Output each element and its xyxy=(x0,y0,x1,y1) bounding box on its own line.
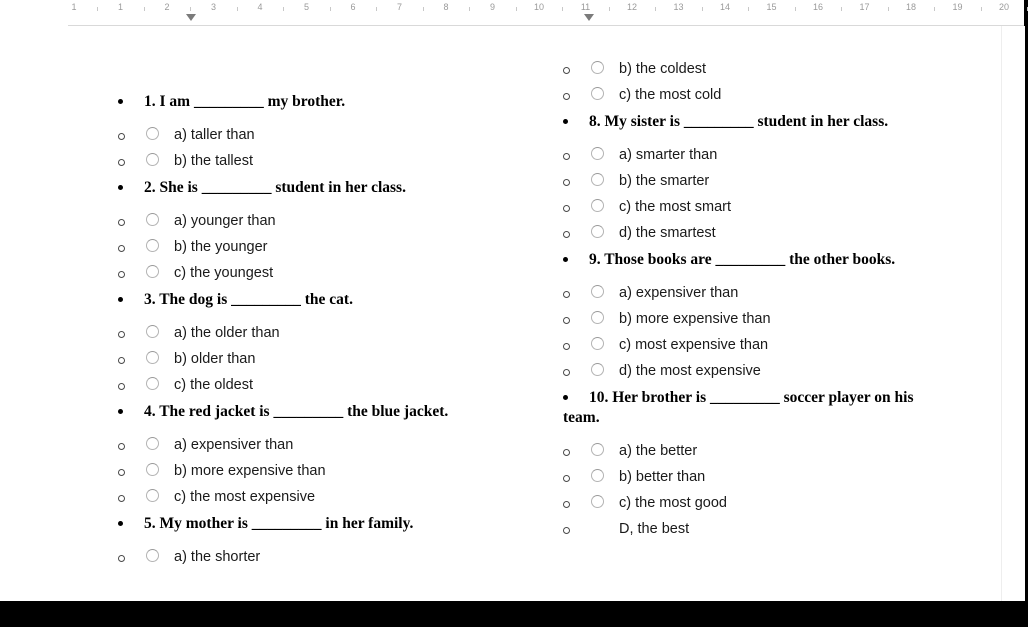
answer-option-label: a) younger than xyxy=(174,213,276,229)
bottom-letterbox xyxy=(0,601,1024,627)
ruler-number: 12 xyxy=(626,2,638,12)
block-spacer xyxy=(88,534,518,544)
radio-button-icon[interactable] xyxy=(146,549,159,562)
answer-option[interactable] xyxy=(88,432,518,458)
ruler-tick xyxy=(330,7,331,11)
answer-option[interactable] xyxy=(88,544,518,570)
ruler-number: 4 xyxy=(257,2,263,12)
answer-option-label: b) more expensive than xyxy=(619,311,771,327)
block-spacer xyxy=(533,132,973,142)
answer-option-label: b) more expensive than xyxy=(174,463,326,479)
question-text: 2. She is _________ student in her class. xyxy=(144,179,406,196)
radio-button-icon[interactable] xyxy=(591,469,604,482)
list-bullet-hollow-icon xyxy=(563,93,570,100)
block-spacer xyxy=(88,422,518,432)
radio-button-icon[interactable] xyxy=(591,61,604,74)
radio-button-icon[interactable] xyxy=(146,351,159,364)
ruler-number: 5 xyxy=(303,2,310,12)
radio-button-icon[interactable] xyxy=(591,225,604,238)
radio-button-icon[interactable] xyxy=(146,239,159,252)
answer-option[interactable] xyxy=(88,260,518,286)
ruler-number: 13 xyxy=(673,2,684,12)
list-bullet-hollow-icon xyxy=(118,331,125,338)
list-bullet-icon xyxy=(118,99,123,104)
answer-option[interactable] xyxy=(533,194,973,220)
list-bullet-hollow-icon xyxy=(563,317,570,324)
ruler-number: 2 xyxy=(164,2,170,12)
radio-button-icon[interactable] xyxy=(591,147,604,160)
ruler-tick xyxy=(516,7,517,11)
answer-option[interactable] xyxy=(88,122,518,148)
ruler-tick xyxy=(283,7,284,11)
ruler-tick xyxy=(144,7,145,11)
question-text-continued: team. xyxy=(563,409,600,426)
question-line xyxy=(533,250,973,270)
radio-button-icon[interactable] xyxy=(591,199,604,212)
list-bullet-hollow-icon xyxy=(118,245,125,252)
list-bullet-hollow-icon xyxy=(563,501,570,508)
answer-option-label: c) the most expensive xyxy=(174,489,316,505)
answer-option-label: a) taller than xyxy=(174,127,255,143)
answer-option[interactable] xyxy=(88,320,518,346)
block-spacer xyxy=(533,270,973,280)
ruler-tick xyxy=(562,7,563,11)
list-bullet-hollow-icon xyxy=(118,495,125,502)
ruler-number: 6 xyxy=(350,2,356,12)
list-bullet-hollow-icon xyxy=(563,449,570,456)
ruler-tick xyxy=(888,7,889,11)
answer-option[interactable] xyxy=(88,372,518,398)
question-line xyxy=(88,92,518,112)
ruler-number: 9 xyxy=(489,2,496,12)
list-bullet-hollow-icon xyxy=(563,179,570,186)
radio-button-icon[interactable] xyxy=(591,87,604,100)
answer-option[interactable] xyxy=(88,484,518,510)
document-ruler[interactable] xyxy=(0,0,1024,26)
ruler-tick xyxy=(190,7,191,11)
page-right-gutter xyxy=(1001,26,1025,601)
answer-option[interactable] xyxy=(88,234,518,260)
list-bullet-icon xyxy=(563,257,568,262)
answer-option-label: c) the oldest xyxy=(174,377,253,393)
list-bullet-icon xyxy=(563,119,568,124)
radio-button-icon[interactable] xyxy=(146,265,159,278)
list-bullet-hollow-icon xyxy=(563,153,570,160)
answer-option[interactable] xyxy=(88,346,518,372)
right-column xyxy=(533,26,973,542)
answer-option[interactable] xyxy=(88,458,518,484)
answer-option[interactable] xyxy=(533,464,973,490)
list-bullet-hollow-icon xyxy=(563,291,570,298)
question-text: 1. I am _________ my brother. xyxy=(144,93,346,110)
list-bullet-icon xyxy=(563,395,568,400)
answer-option-label: a) the shorter xyxy=(174,549,261,565)
list-bullet-hollow-icon xyxy=(118,219,125,226)
answer-option[interactable] xyxy=(88,148,518,174)
answer-option-label: b) the coldest xyxy=(619,61,707,77)
ruler-number: 10 xyxy=(533,2,545,12)
radio-button-icon[interactable] xyxy=(146,377,159,390)
answer-option-label: c) the most smart xyxy=(619,199,731,215)
answer-option-label: c) the youngest xyxy=(174,265,274,281)
list-bullet-hollow-icon xyxy=(118,159,125,166)
ruler-number: 16 xyxy=(812,2,824,12)
radio-button-icon[interactable] xyxy=(591,311,604,324)
question-line xyxy=(88,290,518,310)
question-line xyxy=(88,514,518,534)
ruler-number: 1 xyxy=(117,2,124,12)
answer-option[interactable] xyxy=(533,358,973,384)
question-line xyxy=(88,178,518,198)
answer-option[interactable] xyxy=(533,280,973,306)
answer-option[interactable] xyxy=(533,306,973,332)
list-bullet-hollow-icon xyxy=(563,67,570,74)
answer-option-label: D, the best xyxy=(619,521,690,537)
answer-option-label: b) the younger xyxy=(174,239,268,255)
question-text: 8. My sister is _________ student in her class. xyxy=(589,113,889,130)
ruler-number: 11 xyxy=(580,2,591,12)
ruler-number: 20 xyxy=(998,2,1010,12)
ruler-number: 1 xyxy=(71,2,77,12)
radio-button-icon[interactable] xyxy=(591,443,604,456)
list-bullet-hollow-icon xyxy=(563,205,570,212)
question-text: 3. The dog is _________ the cat. xyxy=(144,291,353,308)
block-spacer xyxy=(88,198,518,208)
answer-option-label: a) the better xyxy=(619,443,698,459)
list-bullet-icon xyxy=(118,409,123,414)
radio-button-icon[interactable] xyxy=(146,213,159,226)
ruler-ticks xyxy=(68,2,1024,18)
clipped-option-row xyxy=(88,544,518,565)
question-text: 5. My mother is _________ in her family. xyxy=(144,515,414,532)
answer-option[interactable] xyxy=(533,438,973,464)
ruler-number: 18 xyxy=(905,2,917,12)
radio-button-icon[interactable] xyxy=(146,153,159,166)
list-bullet-icon xyxy=(118,521,123,526)
answer-option[interactable] xyxy=(533,332,973,358)
answer-option[interactable] xyxy=(533,82,973,108)
answer-option[interactable] xyxy=(533,142,973,168)
question-line xyxy=(533,112,973,132)
answer-option-label: c) the most cold xyxy=(619,87,722,103)
answer-option[interactable] xyxy=(533,56,973,82)
ruler-number: 14 xyxy=(719,2,731,12)
answer-option-label: a) the older than xyxy=(174,325,280,341)
radio-button-icon[interactable] xyxy=(146,463,159,476)
answer-option-label: c) the most good xyxy=(619,495,727,511)
list-bullet-hollow-icon xyxy=(563,369,570,376)
answer-option-label: d) the most expensive xyxy=(619,363,761,379)
answer-option-label: b) older than xyxy=(174,351,256,367)
answer-option[interactable] xyxy=(88,208,518,234)
question-text: 4. The red jacket is _________ the blue jacket. xyxy=(144,403,449,420)
radio-button-icon[interactable] xyxy=(591,495,604,508)
ruler-tick xyxy=(423,7,424,11)
list-bullet-hollow-icon xyxy=(118,443,125,450)
list-bullet-hollow-icon xyxy=(118,555,125,562)
ruler-number: 15 xyxy=(766,2,777,12)
answer-option[interactable] xyxy=(533,490,973,516)
block-spacer xyxy=(88,310,518,320)
radio-button-icon[interactable] xyxy=(591,285,604,298)
radio-button-icon[interactable] xyxy=(591,337,604,350)
ruler-tick xyxy=(702,7,703,11)
left-indent-marker-icon[interactable] xyxy=(186,14,196,21)
list-bullet-hollow-icon xyxy=(563,527,570,534)
ruler-tick xyxy=(934,7,935,11)
radio-button-icon[interactable] xyxy=(146,437,159,450)
ruler-track[interactable] xyxy=(68,0,1024,26)
ruler-tick xyxy=(97,7,98,11)
ruler-tick xyxy=(376,7,377,11)
list-bullet-hollow-icon xyxy=(563,475,570,482)
list-bullet-hollow-icon xyxy=(118,357,125,364)
ruler-tick xyxy=(469,7,470,11)
ruler-tick xyxy=(237,7,238,11)
answer-option-label: d) the smartest xyxy=(619,225,716,241)
question-line xyxy=(88,402,518,422)
ruler-tick xyxy=(609,7,610,11)
ruler-number: 17 xyxy=(859,2,870,12)
radio-button-icon[interactable] xyxy=(146,127,159,140)
ruler-tick xyxy=(748,7,749,11)
ruler-tick xyxy=(795,7,796,11)
ruler-tick xyxy=(841,7,842,11)
answer-option[interactable] xyxy=(533,220,973,246)
answer-option-label: a) smarter than xyxy=(619,147,718,163)
list-bullet-hollow-icon xyxy=(118,133,125,140)
question-text: 9. Those books are _________ the other books. xyxy=(589,251,896,268)
list-bullet-hollow-icon xyxy=(118,271,125,278)
answer-option-label: c) most expensive than xyxy=(619,337,769,353)
ruler-number: 19 xyxy=(952,2,963,12)
page-content xyxy=(68,26,1001,601)
answer-option-label: a) expensiver than xyxy=(174,437,294,453)
center-indent-marker-icon[interactable] xyxy=(584,14,594,21)
radio-button-icon[interactable] xyxy=(146,325,159,338)
radio-button-icon[interactable] xyxy=(146,489,159,502)
radio-button-icon[interactable] xyxy=(591,363,604,376)
left-column xyxy=(88,26,518,565)
ruler-number: 7 xyxy=(396,2,403,12)
question-text: 10. Her brother is _________ soccer player on his xyxy=(589,389,914,406)
list-bullet-hollow-icon xyxy=(563,231,570,238)
block-spacer xyxy=(88,112,518,122)
ruler-left-corner xyxy=(0,0,68,26)
ruler-tick xyxy=(981,7,982,11)
list-bullet-icon xyxy=(118,297,123,302)
question-line xyxy=(533,388,973,428)
block-spacer xyxy=(533,428,973,438)
answer-option-label: b) better than xyxy=(619,469,706,485)
document-page[interactable] xyxy=(68,26,1001,601)
list-bullet-hollow-icon xyxy=(118,383,125,390)
list-bullet-icon xyxy=(118,185,123,190)
answer-option-label: b) the tallest xyxy=(174,153,253,169)
page-left-gutter xyxy=(0,26,69,601)
answer-option-label: a) expensiver than xyxy=(619,285,739,301)
list-bullet-hollow-icon xyxy=(118,469,125,476)
ruler-tick xyxy=(655,7,656,11)
ruler-number: 8 xyxy=(443,2,449,12)
list-bullet-hollow-icon xyxy=(563,343,570,350)
radio-button-icon[interactable] xyxy=(591,173,604,186)
answer-option[interactable] xyxy=(533,168,973,194)
answer-option[interactable] xyxy=(533,516,973,542)
ruler-number: 3 xyxy=(210,2,217,12)
answer-option-label: b) the smarter xyxy=(619,173,710,189)
